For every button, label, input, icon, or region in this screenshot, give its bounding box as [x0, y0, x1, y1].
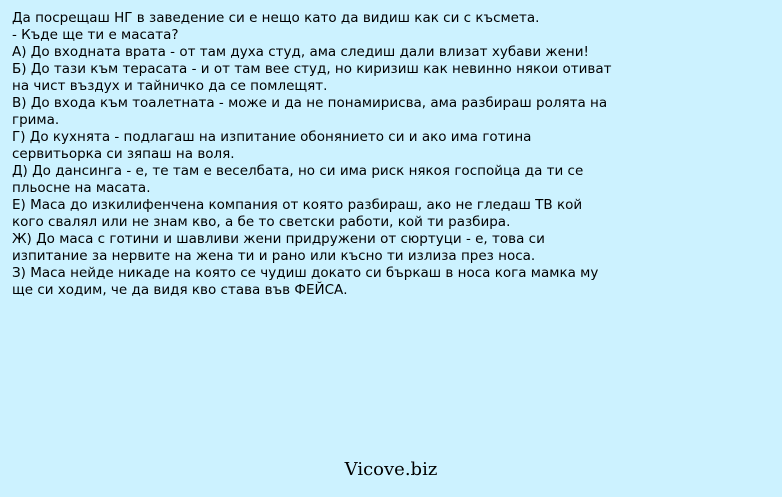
joke-text: [12, 10, 612, 299]
joke-option: Ж) До маса с готини и шавливи жени придружени от сюртуци - е, това си изпитание за нервите на жена ти и рано или късно ти излиза през носа.: [12, 231, 545, 264]
joke-option: Г) До кухнята - подлагаш на изпитание обонянието си и ако има готина сервитьорка си зяпаш на воля.: [12, 129, 532, 162]
joke-question: - Къде ще ти е масата?: [12, 27, 179, 43]
joke-option: В) До входа към тоалетната - може и да не понамирисва, ама разбираш ролята на грима.: [12, 95, 608, 128]
site-watermark: Vicove.biz: [344, 459, 438, 480]
joke-option: Е) Маса до изкилифенчена компания от която разбираш, ако не гледаш ТВ кой кого свалял или не знам кво, а бе то светски работи, кой ти разбира.: [12, 197, 583, 230]
joke-option: А) До входната врата - от там духа студ, ама следиш дали влизат хубави жени!: [12, 44, 589, 60]
joke-intro: Да посрещаш НГ в заведение си е нещо като да видиш как си с късмета.: [12, 10, 540, 26]
joke-option: Д) До дансинга - е, те там е веселбата, но си има риск някоя госпойца да ти се пльосне на масата.: [12, 163, 584, 196]
joke-option: Б) До тази към терасата - и от там вее студ, но киризиш как невинно някои отиват на чист въздух и тайничко да се помлещят.: [12, 61, 612, 94]
joke-option: З) Маса нейде никаде на която се чудиш докато си бъркаш в носа кога мамка му ще си ходим, че да видя кво става във ФЕЙСА.: [12, 265, 599, 298]
